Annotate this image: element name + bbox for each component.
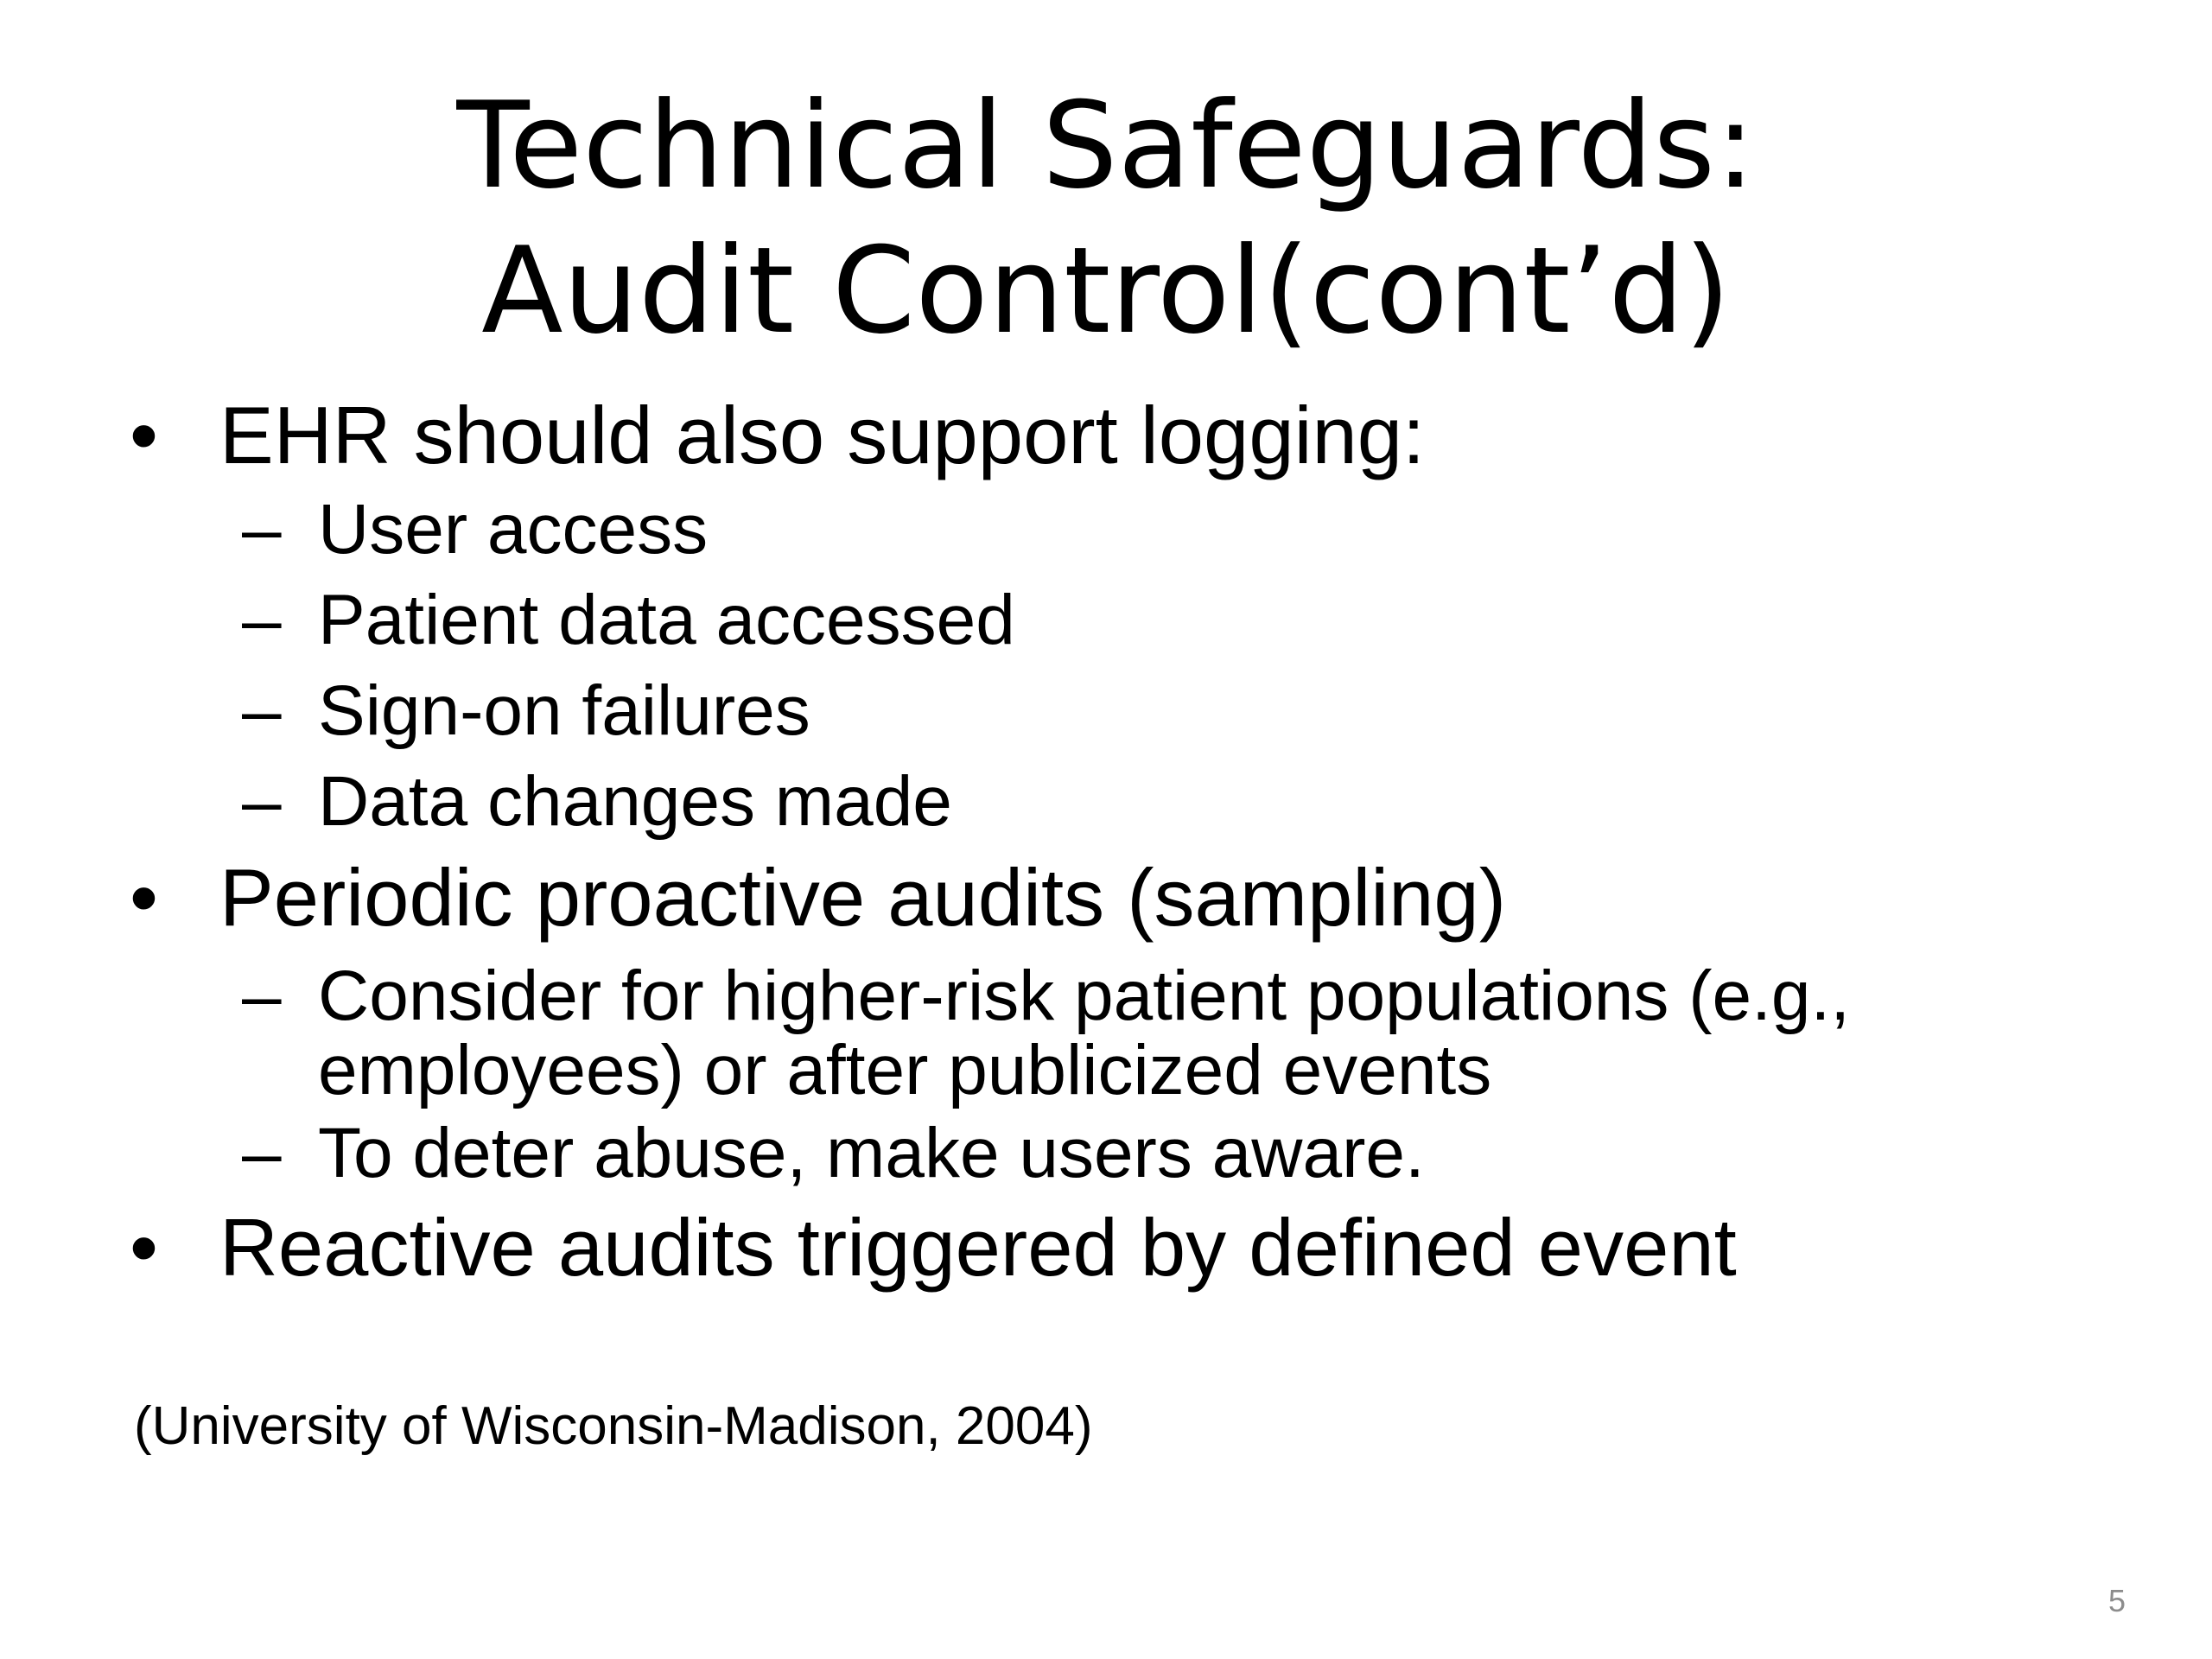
bullet-text: Periodic proactive audits (sampling): [219, 852, 1506, 943]
sub-bullet-line: Consider for higher-risk patient populations (e.g.,: [318, 957, 1851, 1035]
sub-bullet-marker: –: [242, 957, 282, 1035]
sub-bullet-line: User access: [318, 490, 709, 569]
sub-bullet-text: [318, 959, 1850, 1108]
sub-bullet-line: employees) or after publicized events: [318, 1031, 1492, 1109]
sub-bullet-marker: –: [242, 490, 282, 569]
sub-bullet-marker: –: [242, 581, 282, 659]
sub-bullet-text: [318, 490, 709, 569]
sub-bullet-marker: –: [242, 671, 282, 750]
slide-title-line-1: Technical Safeguards:: [456, 76, 1756, 215]
sub-bullet-line: Patient data accessed: [318, 581, 1015, 659]
sub-bullet-marker: –: [242, 1114, 282, 1192]
bullet-marker: •: [130, 1202, 158, 1293]
bullet-marker: •: [130, 852, 158, 943]
bullet-marker: •: [130, 390, 158, 480]
sub-bullet-text: [318, 1116, 1425, 1191]
citation: (University of Wisconsin-Madison, 2004): [134, 1396, 1093, 1456]
sub-bullet-marker: –: [242, 762, 282, 841]
bullet-text: Reactive audits triggered by defined event: [219, 1202, 1737, 1293]
sub-bullet-line: Sign-on failures: [318, 671, 810, 750]
sub-bullet-line: Data changes made: [318, 762, 952, 841]
page-number: 5: [2107, 1583, 2126, 1618]
slide-title-line-2: Audit Control(cont’d): [481, 221, 1731, 360]
bullet-text: EHR should also support logging:: [219, 390, 1426, 480]
sub-bullet-text: [318, 762, 952, 841]
sub-bullet-text: [318, 583, 1015, 658]
sub-bullet-line: To deter abuse, make users aware.: [318, 1114, 1425, 1192]
sub-bullet-text: [318, 671, 810, 750]
